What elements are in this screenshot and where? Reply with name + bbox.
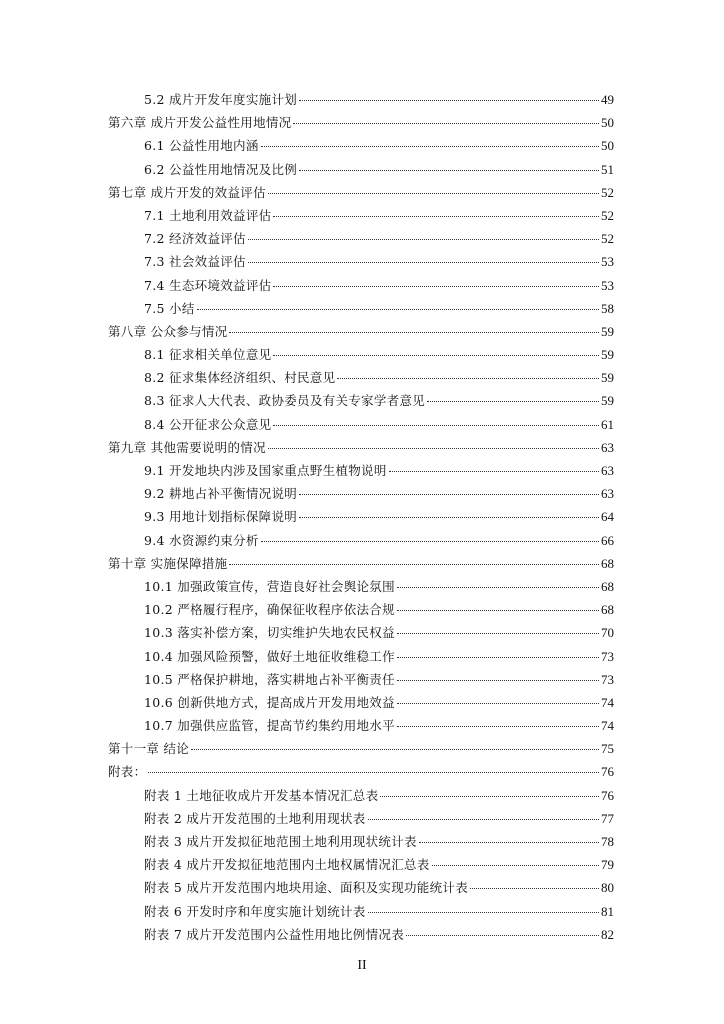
dot-leader bbox=[432, 865, 599, 866]
toc-entry-page: 63 bbox=[601, 439, 614, 455]
dot-leader bbox=[293, 123, 599, 124]
dot-leader bbox=[419, 842, 599, 843]
toc-section-entry[interactable] bbox=[108, 482, 614, 505]
dot-leader bbox=[427, 401, 599, 402]
toc-entry-title: 附表 6 开发时序和年度实施计划统计表 bbox=[144, 903, 366, 919]
dot-leader bbox=[273, 286, 599, 287]
toc-entry-page: 51 bbox=[601, 161, 614, 177]
toc-chapter-entry[interactable] bbox=[108, 552, 614, 575]
dot-leader bbox=[299, 517, 599, 518]
toc-entry-title: 10.1 加强政策宣传，营造良好社会舆论氛围 bbox=[144, 578, 395, 594]
toc-entry-page: 82 bbox=[601, 926, 614, 942]
toc-entry-page: 70 bbox=[601, 625, 614, 641]
toc-section-entry[interactable] bbox=[108, 297, 614, 320]
dot-leader bbox=[191, 749, 599, 750]
toc-entry-title: 9.3 用地计划指标保障说明 bbox=[144, 509, 298, 525]
toc-entry-page: 76 bbox=[601, 787, 614, 803]
toc-entry-title: 附表 2 成片开发范围的土地利用现状表 bbox=[144, 810, 366, 826]
toc-section-entry[interactable] bbox=[108, 923, 614, 946]
toc-entry-title: 10.7 加强供应监管，提高节约集约用地水平 bbox=[144, 718, 395, 734]
toc-section-entry[interactable] bbox=[108, 853, 614, 876]
page-number: II bbox=[357, 958, 367, 973]
toc-entry-title: 6.2 公益性用地情况及比例 bbox=[144, 161, 298, 177]
dot-leader bbox=[248, 239, 599, 240]
toc-entry-page: 59 bbox=[601, 370, 614, 386]
toc-section-entry[interactable] bbox=[108, 366, 614, 389]
toc-entry-title: 9.4 水资源约束分析 bbox=[144, 532, 259, 548]
toc-entry-title: 8.1 征求相关单位意见 bbox=[144, 347, 272, 363]
toc-entry-title: 7.2 经济效益评估 bbox=[144, 231, 246, 247]
table-of-contents bbox=[108, 88, 614, 946]
toc-entry-title: 7.3 社会效益评估 bbox=[144, 254, 246, 270]
toc-entry-title: 9.1 开发地块内涉及国家重点野生植物说明 bbox=[144, 463, 387, 478]
dot-leader bbox=[397, 610, 599, 611]
toc-entry-title: 6.1 公益性用地内涵 bbox=[144, 138, 259, 154]
dot-leader bbox=[229, 564, 599, 565]
toc-entry-page: 61 bbox=[601, 416, 614, 432]
toc-section-entry[interactable] bbox=[108, 204, 614, 227]
toc-section-entry[interactable] bbox=[108, 343, 614, 366]
toc-entry-title: 第八章 公众参与情况 bbox=[108, 323, 228, 339]
toc-chapter-entry[interactable] bbox=[108, 737, 614, 760]
toc-entry-page: 74 bbox=[601, 718, 614, 734]
dot-leader bbox=[148, 772, 599, 773]
toc-entry-page: 53 bbox=[601, 254, 614, 270]
dot-leader bbox=[273, 216, 599, 217]
toc-entry-title: 附表： bbox=[108, 764, 147, 780]
toc-section-entry[interactable] bbox=[108, 274, 614, 297]
toc-entry-title: 附表 5 成片开发范围内地块用途、面积及实现功能统计表 bbox=[144, 880, 469, 896]
toc-section-entry[interactable] bbox=[108, 900, 614, 923]
toc-section-entry[interactable] bbox=[108, 830, 614, 853]
dot-leader bbox=[261, 146, 599, 147]
toc-entry-title: 附表 7 成片开发范围内公益性用地比例情况表 bbox=[144, 926, 405, 942]
toc-entry-title: 7.4 生态环境效益评估 bbox=[144, 277, 272, 293]
toc-chapter-entry[interactable] bbox=[108, 436, 614, 459]
toc-section-entry[interactable] bbox=[108, 505, 614, 528]
toc-section-entry[interactable] bbox=[108, 529, 614, 552]
toc-section-entry[interactable] bbox=[108, 88, 614, 111]
toc-section-entry[interactable] bbox=[108, 691, 614, 714]
toc-entry-page: 81 bbox=[601, 903, 614, 919]
toc-entry-page: 78 bbox=[601, 834, 614, 849]
dot-leader bbox=[273, 425, 599, 426]
toc-entry-page: 59 bbox=[601, 393, 614, 409]
toc-section-entry[interactable] bbox=[108, 645, 614, 668]
dot-leader bbox=[397, 703, 599, 704]
dot-leader bbox=[380, 796, 599, 797]
toc-chapter-entry[interactable] bbox=[108, 181, 614, 204]
dot-leader bbox=[299, 100, 599, 101]
dot-leader bbox=[261, 541, 599, 542]
toc-entry-title: 10.2 严格履行程序，确保征收程序依法合规 bbox=[144, 602, 395, 618]
toc-entry-page: 50 bbox=[601, 138, 614, 154]
toc-entry-page: 58 bbox=[601, 300, 614, 316]
toc-entry-title: 第九章 其他需要说明的情况 bbox=[108, 439, 266, 455]
toc-entry-page: 73 bbox=[601, 648, 614, 664]
toc-entry-title: 10.4 加强风险预警，做好土地征收维稳工作 bbox=[144, 648, 395, 664]
dot-leader bbox=[248, 262, 599, 263]
toc-entry-title: 10.5 严格保护耕地，落实耕地占补平衡责任 bbox=[144, 671, 395, 687]
dot-leader bbox=[299, 494, 599, 495]
toc-entry-title: 8.3 征求人大代表、政协委员及有关专家学者意见 bbox=[144, 393, 426, 409]
dot-leader bbox=[397, 633, 599, 634]
toc-entry-page: 64 bbox=[601, 509, 614, 525]
toc-section-entry[interactable] bbox=[108, 389, 614, 412]
toc-section-entry[interactable] bbox=[108, 784, 614, 807]
toc-entry-page: 59 bbox=[601, 323, 614, 339]
toc-entry-title: 10.3 落实补偿方案，切实维护失地农民权益 bbox=[144, 625, 395, 641]
dot-leader bbox=[470, 888, 599, 889]
toc-entry-page: 52 bbox=[601, 207, 614, 223]
toc-section-entry[interactable] bbox=[108, 621, 614, 644]
toc-entry-title: 5.2 成片开发年度实施计划 bbox=[144, 92, 298, 107]
toc-section-entry[interactable] bbox=[108, 714, 614, 737]
toc-section-entry[interactable] bbox=[108, 250, 614, 273]
toc-entry-title: 附表 4 成片开发拟征地范围内土地权属情况汇总表 bbox=[144, 857, 430, 873]
toc-section-entry[interactable] bbox=[108, 876, 614, 899]
toc-section-entry[interactable] bbox=[108, 459, 614, 482]
toc-chapter-entry[interactable] bbox=[108, 111, 614, 134]
dot-leader bbox=[299, 170, 599, 171]
toc-entry-title: 第七章 成片开发的效益评估 bbox=[108, 184, 266, 200]
toc-section-entry[interactable] bbox=[108, 227, 614, 250]
toc-entry-page: 52 bbox=[601, 184, 614, 200]
toc-section-entry[interactable] bbox=[108, 668, 614, 691]
toc-entry-title: 8.2 征求集体经济组织、村民意见 bbox=[144, 370, 336, 386]
dot-leader bbox=[397, 657, 599, 658]
toc-entry-page: 68 bbox=[601, 578, 614, 594]
toc-entry-page: 63 bbox=[601, 486, 614, 502]
toc-entry-page: 80 bbox=[601, 880, 614, 896]
toc-entry-page: 53 bbox=[601, 277, 614, 293]
toc-section-entry[interactable] bbox=[108, 598, 614, 621]
dot-leader bbox=[397, 726, 599, 727]
toc-chapter-entry[interactable] bbox=[108, 760, 614, 783]
toc-entry-page: 76 bbox=[601, 764, 614, 780]
toc-entry-page: 79 bbox=[601, 857, 614, 873]
toc-entry-page: 59 bbox=[601, 347, 614, 363]
toc-section-entry[interactable] bbox=[108, 575, 614, 598]
dot-leader bbox=[268, 193, 599, 194]
toc-entry-page: 74 bbox=[601, 694, 614, 710]
toc-entry-title: 第十章 实施保障措施 bbox=[108, 555, 228, 571]
dot-leader bbox=[368, 819, 599, 820]
toc-entry-title: 9.2 耕地占补平衡情况说明 bbox=[144, 486, 298, 502]
toc-entry-title: 附表 1 土地征收成片开发基本情况汇总表 bbox=[144, 787, 379, 803]
dot-leader bbox=[273, 355, 599, 356]
dot-leader bbox=[268, 448, 599, 449]
toc-entry-title: 第六章 成片开发公益性用地情况 bbox=[108, 115, 292, 131]
toc-entry-page: 77 bbox=[601, 810, 614, 826]
toc-entry-title: 7.5 小结 bbox=[144, 300, 195, 316]
toc-section-entry[interactable] bbox=[108, 807, 614, 830]
toc-entry-page: 75 bbox=[601, 741, 614, 757]
dot-leader bbox=[397, 680, 599, 681]
toc-section-entry[interactable] bbox=[108, 158, 614, 181]
toc-entry-page: 52 bbox=[601, 231, 614, 247]
toc-entry-page: 68 bbox=[601, 602, 614, 618]
toc-entry-title: 附表 3 成片开发拟征地范围土地利用现状统计表 bbox=[144, 834, 417, 849]
dot-leader bbox=[337, 378, 599, 379]
toc-entry-page: 49 bbox=[601, 92, 614, 107]
toc-section-entry[interactable] bbox=[108, 413, 614, 436]
dot-leader bbox=[197, 309, 599, 310]
dot-leader bbox=[389, 471, 599, 472]
toc-entry-page: 66 bbox=[601, 532, 614, 548]
toc-entry-title: 7.1 土地利用效益评估 bbox=[144, 207, 272, 223]
toc-entry-title: 10.6 创新供地方式，提高成片开发用地效益 bbox=[144, 694, 395, 710]
dot-leader bbox=[368, 912, 599, 913]
toc-entry-page: 50 bbox=[601, 115, 614, 131]
dot-leader bbox=[406, 935, 599, 936]
toc-chapter-entry[interactable] bbox=[108, 320, 614, 343]
toc-section-entry[interactable] bbox=[108, 134, 614, 157]
toc-entry-page: 73 bbox=[601, 671, 614, 687]
toc-entry-page: 68 bbox=[601, 555, 614, 571]
toc-entry-page: 63 bbox=[601, 463, 614, 478]
toc-entry-title: 8.4 公开征求公众意见 bbox=[144, 416, 272, 432]
toc-entry-title: 第十一章 结论 bbox=[108, 741, 190, 757]
dot-leader bbox=[397, 587, 599, 588]
dot-leader bbox=[229, 332, 599, 333]
